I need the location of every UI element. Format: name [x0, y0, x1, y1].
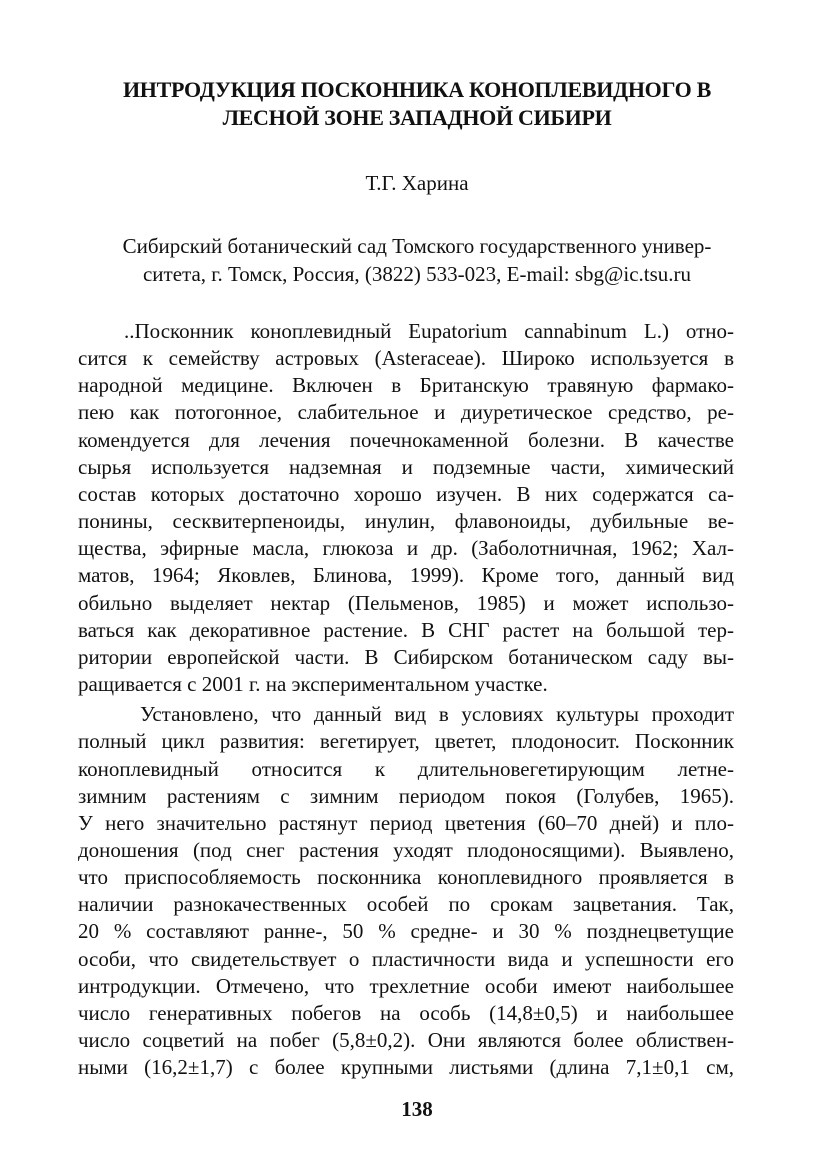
paragraph-line: матов, 1964; Яковлев, Блинова, 1999). Кроме того, данный вид — [78, 563, 734, 588]
paragraph-line: ращивается с 2001 г. на экспериментальном участке. — [78, 672, 548, 697]
paragraph-line: У него значительно растянут период цветения (60–70 дней) и пло- — [78, 810, 734, 835]
paragraph-line: полный цикл развития: вегетирует, цветет, плодоносит. Посконник — [78, 729, 734, 754]
paragraph-1 — [78, 318, 734, 698]
paragraph-line: пею как потогонное, слабительное и диуретическое средство, ре- — [78, 400, 734, 425]
paragraph-line: что приспособляемость посконника коноплевидного проявляется в — [78, 865, 734, 890]
affiliation-line-2: ситета, г. Томск, Россия, (3822) 533-023, E-mail: sbg@ic.tsu.ru — [142, 262, 692, 286]
author-name: Т.Г. Харина — [365, 171, 469, 195]
paragraph-line: состав которых достаточно хорошо изучен. В них содержатся са- — [78, 481, 734, 506]
body-text — [78, 318, 734, 1084]
paragraph-line: доношения (под снег растения уходят плодоносящими). Выявлено, — [78, 837, 734, 862]
paragraph-line: интродукции. Отмечено, что трехлетние особи имеют наибольшее — [78, 973, 734, 998]
paragraph-line: наличии разнокачественных особей по срокам зацветания. Так, — [78, 892, 734, 917]
paragraph-line: ными (16,2±1,7) с более крупными листьями (длина 7,1±0,1 см, — [78, 1055, 734, 1080]
paragraph-line: сырья используется надземная и подземные части, химический — [78, 454, 734, 479]
paragraph-line: щества, эфирные масла, глюкоза и др. (Заболотничная, 1962; Хал- — [78, 536, 734, 561]
paragraph-2 — [78, 701, 734, 1081]
author-affiliation — [70, 232, 764, 288]
paragraph-line: понины, сесквитерпеноиды, инулин, флавоноиды, дубильные ве- — [78, 509, 734, 534]
paragraph-line: 20 % составляют ранне-, 50 % средне- и 30 % позднецветущие — [78, 919, 734, 944]
paragraph-line: ..Посконник коноплевидный Eupatorium cannabinum L.) отно- — [124, 319, 734, 343]
page-number: 138 — [401, 1097, 433, 1121]
paragraph-line: народной медицине. Включен в Британскую травяную фармако- — [78, 373, 734, 398]
paragraph-line: число генеративных побегов на особь (14,8±0,5) и наибольшее — [78, 1000, 734, 1025]
paragraph-line: обильно выделяет нектар (Пельменов, 1985) и может использо- — [78, 590, 734, 615]
paragraph-line: комендуется для лечения почечнокаменной болезни. В качестве — [78, 427, 734, 452]
paper-title — [60, 76, 774, 132]
paragraph-line: коноплевидный относится к длительновегетирующим летне- — [78, 756, 734, 781]
paragraph-line: Установлено, что данный вид в условиях культуры проходит — [140, 702, 734, 727]
title-line-2: ЛЕСНОЙ ЗОНЕ ЗАПАДНОЙ СИБИРИ — [222, 105, 612, 130]
affiliation-line-1: Сибирский ботанический сад Томского государственного универ- — [122, 234, 712, 258]
paragraph-line: сится к семейству астровых (Asteraceae). Широко используется в — [78, 346, 734, 371]
paragraph-line: зимним растениям с зимним периодом покоя (Голубев, 1965). — [78, 783, 734, 808]
paragraph-line: ваться как декоративное растение. В СНГ растет на большой тер- — [78, 617, 734, 642]
paragraph-line: число соцветий на побег (5,8±0,2). Они являются более облиствен- — [78, 1028, 734, 1053]
paragraph-line: особи, что свидетельствует о пластичности вида и успешности его — [78, 946, 734, 971]
paragraph-line: ритории европейской части. В Сибирском ботаническом саду вы- — [78, 644, 734, 669]
title-line-1: ИНТРОДУКЦИЯ ПОСКОННИКА КОНОПЛЕВИДНОГО В — [122, 77, 711, 102]
